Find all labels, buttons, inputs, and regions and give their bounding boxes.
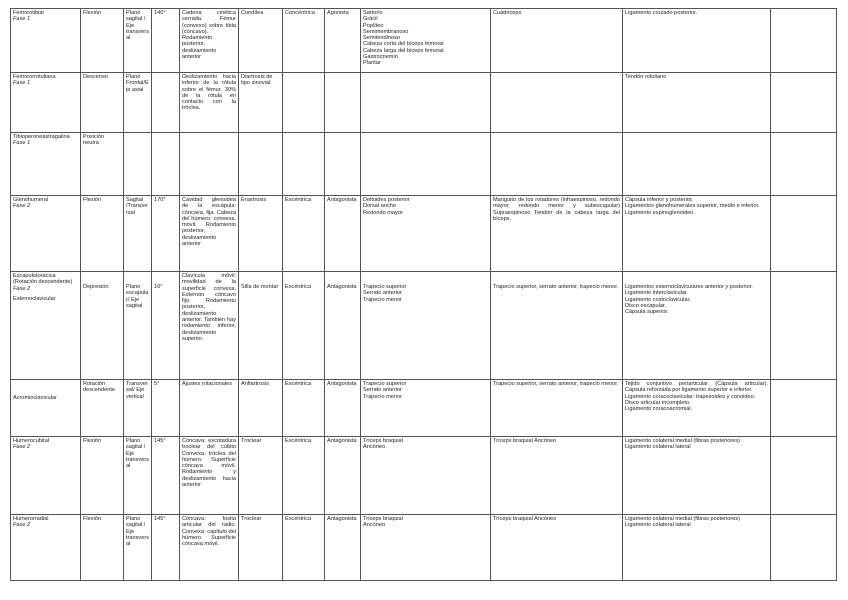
- muscle-item: Semimembranoso: [363, 28, 409, 35]
- ligament-item: Tejido conjuntivo periarticular (Cápsula articular). Cápsula reforzada por ligamento superior e inferior.: [625, 381, 768, 394]
- contraction-cell: Concéntrica: [283, 9, 325, 73]
- contraction-cell: [283, 133, 325, 196]
- plane-cell: Sagital /Transversal: [124, 196, 152, 272]
- antagonists-cell: Manguito de los rotadores (infraespinoso, redondo mayor, redondo menor y subescapular) Supraespinoso Tendón de la cabeza larga del bíceps.: [491, 196, 623, 272]
- empty-cell: [771, 272, 837, 380]
- role-cell: [325, 133, 361, 196]
- joint-cell: Escapulotorácica (Rotación descendente) Fase 2 Esternoclavicular: [11, 272, 81, 380]
- sub-joint-label: Esternoclavicular: [13, 295, 56, 302]
- muscle-item: Trapecio menor: [363, 393, 402, 400]
- table-row: [11, 9, 837, 73]
- role-cell: Antagonista: [325, 380, 361, 437]
- muscle-item: Cabeza larga del bíceps femoral: [363, 47, 444, 54]
- plane-cell: Plano sagital / Eje transversal: [124, 515, 152, 581]
- ligament-item: Ligamento interclavicular.: [625, 290, 689, 297]
- joint-cell: Humerocubital Fase 2: [11, 437, 81, 515]
- contraction-cell: Excéntrica: [283, 515, 325, 581]
- joint-type-cell: Anfiartrosis: [239, 380, 283, 437]
- kinematics-cell: Clavícula móvil: movilidad de la superficie convexa. Esternón cóncavo fijo. Rodamiento posterior, deslizamiento anterior. También hay rodamiento inferior, deslizamiento superior.: [180, 272, 239, 380]
- ligaments-cell: [623, 9, 771, 73]
- ligament-item: Ligamento coracoacromial.: [625, 406, 693, 413]
- muscle-item: Trapecio superior: [363, 284, 407, 290]
- movement-cell: Flexión: [81, 9, 124, 73]
- plane-cell: Plano Frontal/Eje axial: [124, 73, 152, 133]
- movement-cell: Descenso: [81, 73, 124, 133]
- role-cell: Antagonista: [325, 437, 361, 515]
- joint-cell: Femorotibial Fase 1: [11, 9, 81, 73]
- muscle-item: Dorsal ancho: [363, 203, 396, 210]
- joint-cell: Tibioperoneastragalina Fase 1: [11, 133, 81, 196]
- joint-cell: Acromioclavicular: [11, 380, 81, 437]
- ligament-item: Ligamento colateral medial (fibras posteriores): [625, 438, 741, 444]
- antagonists-cell: Trapecio superior, serrato anterior, trapecio menor.: [491, 272, 623, 380]
- ligament-item: Ligamento colateral lateral: [625, 522, 691, 529]
- ligament-item: Ligamento colateral lateral: [625, 444, 691, 451]
- movement-cell: Flexión: [81, 196, 124, 272]
- ligament-item: Ligamentos glenohumerales superior, medio e inferior.: [625, 203, 760, 210]
- contraction-cell: [283, 73, 325, 133]
- muscles-cell: [361, 437, 491, 515]
- table-row: [11, 272, 837, 380]
- ligament-item: Tendón rotuliano: [625, 74, 667, 80]
- muscles-cell: [361, 380, 491, 437]
- muscle-item: Serrato anterior: [363, 290, 402, 297]
- table-row: [11, 380, 837, 437]
- plane-cell: Plano sagital / Eje transversal: [124, 9, 152, 73]
- kinematics-cell: [180, 133, 239, 196]
- muscles-cell: [361, 515, 491, 581]
- kinematics-cell: Cóncava: fosita articular del radio. Convexa: capítulo del húmero. Superficie cóncava móvil.: [180, 515, 239, 581]
- joint-cell: Humerorradial Fase 2: [11, 515, 81, 581]
- plane-cell: Transversal/ Eje vertical: [124, 380, 152, 437]
- empty-cell: [771, 380, 837, 437]
- kinematics-cell: Cavidad glenoidea de la escápula: cóncava, fija. Cabeza del húmero: convexa, móvil. Rodamiento posterior, deslizamiento anterior: [180, 196, 239, 272]
- joint-type-cell: [239, 133, 283, 196]
- table-row: [11, 196, 837, 272]
- muscle-item: Tríceps braquial: [363, 516, 403, 522]
- movement-cell: Rotación descendente: [81, 380, 124, 437]
- antagonists-cell: Tríceps braquial Ancóneo: [491, 437, 623, 515]
- degrees-cell: 170°: [152, 196, 180, 272]
- role-cell: Antagonista: [325, 272, 361, 380]
- contraction-cell: Excéntrica: [283, 196, 325, 272]
- kinesiology-table: [10, 8, 837, 581]
- kinematics-cell: Cóncava: escotadura troclear del cúbito Convexa: tróclea del húmero. Superficie cóncava móvil. Rodamiento y deslizamiento hacia anterior: [180, 437, 239, 515]
- degrees-cell: 140°: [152, 9, 180, 73]
- antagonists-cell: [491, 133, 623, 196]
- plane-cell: Plano sagital / Eje transversal: [124, 437, 152, 515]
- degrees-cell: [152, 133, 180, 196]
- muscle-item: Trapecio superior: [363, 381, 407, 387]
- muscle-item: Grácil: [363, 16, 378, 23]
- role-cell: Agonista: [325, 9, 361, 73]
- muscle-item: Deltoides posterior: [363, 197, 410, 203]
- degrees-cell: 10°: [152, 272, 180, 380]
- muscle-item: Ancóneo: [363, 522, 386, 529]
- role-cell: Antagonista: [325, 515, 361, 581]
- table-row: [11, 133, 837, 196]
- table-row: [11, 73, 837, 133]
- joint-type-cell: Troclear: [239, 437, 283, 515]
- empty-cell: [771, 9, 837, 73]
- plane-cell: Plano escapular/ Eje sagital: [124, 272, 152, 380]
- ligament-item: Ligamento espinoglenoideo.: [625, 209, 695, 216]
- muscle-item: Sartorio: [363, 10, 383, 16]
- empty-cell: [771, 196, 837, 272]
- movement-cell: Posición neutra: [81, 133, 124, 196]
- antagonists-cell: Trapecio superior, serrato anterior, trapecio menor.: [491, 380, 623, 437]
- muscle-item: Poplíteo: [363, 22, 384, 29]
- contraction-cell: Excéntrica: [283, 437, 325, 515]
- muscle-item: Cabeza corta del bíceps femoral: [363, 41, 444, 48]
- muscle-item: Semitendinoso: [363, 35, 401, 42]
- table-row: [11, 437, 837, 515]
- muscles-cell: [361, 73, 491, 133]
- muscle-item: Redondo mayor: [363, 209, 403, 216]
- ligaments-cell: [623, 515, 771, 581]
- role-cell: Antagonista: [325, 196, 361, 272]
- empty-cell: [771, 73, 837, 133]
- antagonists-cell: [491, 73, 623, 133]
- movement-cell: Depresión: [81, 272, 124, 380]
- kinematics-cell: Deslizamiento hacia inferior de la rótula sobre el fémur. 30% de la rótula en contacto con la tróclea.: [180, 73, 239, 133]
- muscle-item: Gastrocnemio: [363, 54, 398, 61]
- ligaments-cell: [623, 437, 771, 515]
- kinematics-cell: Cadena cinética cerrada. Fémur (convexo) sobre tibia (cóncavo). Rodamiento posterior, deslizamiento anterior: [180, 9, 239, 73]
- table-row: [11, 515, 837, 581]
- muscle-item: Trapecio menor: [363, 296, 402, 303]
- ligament-item: Ligamento costoclavicular.: [625, 296, 691, 303]
- muscle-item: Tríceps braquial: [363, 438, 403, 444]
- ligament-item: Ligamento cruzado posterior.: [625, 10, 698, 16]
- ligaments-cell: [623, 196, 771, 272]
- ligaments-cell: [623, 133, 771, 196]
- muscle-item: Plantar: [363, 60, 381, 67]
- contraction-cell: Excéntrica: [283, 272, 325, 380]
- degrees-cell: 145°: [152, 437, 180, 515]
- joint-cell: Glenohumeral Fase 2: [11, 196, 81, 272]
- ligament-item: Ligamento colateral medial (fibras posteriores): [625, 516, 741, 522]
- degrees-cell: 5°: [152, 380, 180, 437]
- muscle-item: Ancóneo: [363, 444, 386, 451]
- ligament-item: Disco escapular.: [625, 302, 667, 309]
- ligament-item: Disco articular incompleto.: [625, 399, 691, 406]
- antagonists-cell: Tríceps braquial Ancóneo: [491, 515, 623, 581]
- joint-cell: Femororrotuliana Fase 1: [11, 73, 81, 133]
- empty-cell: [771, 133, 837, 196]
- muscle-item: Serrato anterior: [363, 387, 402, 394]
- ligaments-cell: [623, 73, 771, 133]
- empty-cell: [771, 515, 837, 581]
- muscles-cell: [361, 133, 491, 196]
- role-cell: [325, 73, 361, 133]
- muscles-cell: [361, 196, 491, 272]
- ligaments-cell: [623, 272, 771, 380]
- joint-type-cell: Enartrosis: [239, 196, 283, 272]
- joint-type-cell: Diartrosis de tipo sinovial: [239, 73, 283, 133]
- empty-cell: [771, 437, 837, 515]
- plane-cell: [124, 133, 152, 196]
- movement-cell: Flexión: [81, 437, 124, 515]
- degrees-cell: [152, 73, 180, 133]
- contraction-cell: Excéntrica: [283, 380, 325, 437]
- ligament-item: Ligamentos esternoclaviculares anterior y posterior.: [625, 284, 753, 290]
- joint-type-cell: Silla de montar: [239, 272, 283, 380]
- degrees-cell: 145°: [152, 515, 180, 581]
- antagonists-cell: Cuádriceps: [491, 9, 623, 73]
- ligaments-cell: [623, 380, 771, 437]
- kinematics-cell: Ajustes rotacionales: [180, 380, 239, 437]
- muscles-cell: [361, 272, 491, 380]
- movement-cell: Flexión: [81, 515, 124, 581]
- ligament-item: Ligamento coracoclavicular: trapezoideo y conoideo.: [625, 393, 756, 400]
- joint-type-cell: Troclear: [239, 515, 283, 581]
- ligament-item: Cápsula superior.: [625, 309, 669, 316]
- muscles-cell: [361, 9, 491, 73]
- joint-type-cell: Condílea: [239, 9, 283, 73]
- ligament-item: Cápsula inferior y posterior.: [625, 197, 694, 203]
